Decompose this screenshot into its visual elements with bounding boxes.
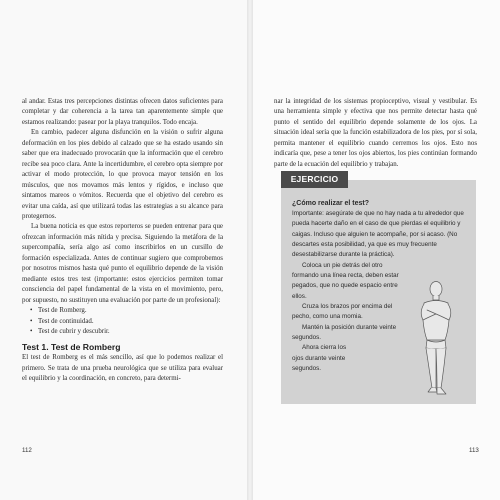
exercise-important: Importante: asegúrate de que no hay nada a tu alrededor que pueda hacerte daño en el caso de que pierdas el equilibrio y caigas. Incluso que alguien te acompañe, por si acaso. (No descartes esta posibilidad, ya que es muy frecuente desestabilizarse durante la práctica). — [292, 210, 464, 259]
paragraph: En cambio, padecer alguna disfunción en la visión o sufrir alguna deformación en los pies debido al calzado que se ha estado usando sin saber que era inadecuado provocarán que la información que el cerebro recibe sea poco clara. Ante la incertidumbre, el cerebro opta siempre por activar el modo protección, lo que provoca mayor tensión en los músculos, que nos movamos más lentos y rígidos, e incluso que sintamos mareos o vómitos. Recuerda que el objetivo del cerebro es evitar una caída, así que utilizará todas las estrategias a su alcance para protegernos. — [22, 129, 223, 220]
list-item: • Test de continuidad. — [30, 317, 223, 327]
exercise-step: Cruza los brazos por encima del pecho, como una momia. — [292, 303, 393, 321]
exercise-box — [281, 180, 476, 404]
paragraph: nar la integridad de los sistemas propioceptivo, visual y vestibular. Es una herramienta simple y efectiva que nos permite detectar hasta qué punto el sentido del equilibrio depende solamente de los ojos. La situación ideal sería que la función estabilizadora de los pies, por sí sola, permita mantener el equilibrio cuando cerremos los ojos. Esto nos indicaría que, pese a tener los ojos abiertos, los pies continúan formando parte de la ecuación del equilibrio y trabajan. — [274, 98, 477, 168]
exercise-step: Mantén la posición durante veinte segundos. — [292, 323, 397, 342]
test-list — [30, 306, 223, 337]
paragraph: La buena noticia es que estos reporteros se pueden entrenar para que ofrezcan información más nítida y precisa. Siguiendo la metáfora de la supercompañía, sería algo así como inscribirlos en un cursillo de formación especializada. Antes de continuar sugiero que comprobemos por nosotros mismos hasta qué punto el equilibrio depende de la visión mediante estos tres test (importante: estos ejercicios permiten tomar consciencia del papel fundamental de la vista en el movimiento, pero, por supuesto, no sustituyen una evaluación por parte de un profesional): — [22, 223, 223, 304]
right-page — [253, 0, 500, 500]
section-title: Test 1. Test de Romberg — [22, 342, 121, 353]
paragraph: al andar. Estas tres percepciones distintas ofrecen datos suficientes para completar y dar coherencia a la tarea tan aparentemente simple que estamos realizando: pasear por la playa tranquilos. Todo encaja. — [22, 98, 223, 126]
page-number: 113 — [469, 447, 479, 454]
standing-person-crossed-arms-illustration — [407, 280, 465, 398]
exercise-tab-label: EJERCICIO — [281, 171, 348, 188]
right-text-column — [274, 97, 477, 170]
left-page — [0, 0, 247, 500]
page-number: 112 — [22, 447, 32, 454]
exercise-step: Coloca un pie detrás del otro formando una línea recta, deben estar pegados, que no quede espacio entre ellos. — [292, 261, 399, 300]
paragraph: El test de Romberg es el más sencillo, así que lo podemos realizar el primero. Se trata de una prueba neurológica que se utiliza para evaluar el equilibrio y la coordinación, en concreto, para determi- — [22, 354, 223, 383]
list-item: • Test de cubrir y descubrir. — [30, 327, 223, 337]
list-item: • Test de Romberg. — [30, 306, 223, 316]
exercise-step: Ahora cierra los ojos durante veinte segundos. — [292, 344, 347, 373]
left-text-column — [22, 97, 223, 385]
exercise-question: ¿Cómo realizar el test? — [292, 200, 370, 207]
